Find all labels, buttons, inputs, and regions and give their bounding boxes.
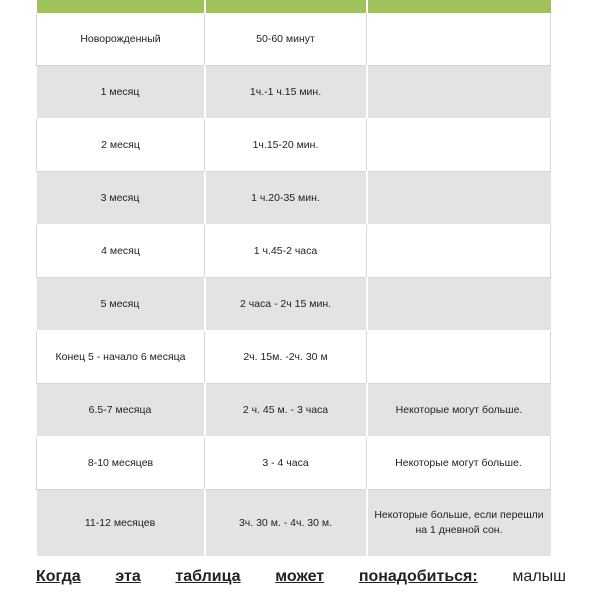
footer-word: Когда	[36, 568, 81, 585]
cell-duration: 1ч.-1 ч.15 мин.	[205, 66, 367, 119]
cell-age: 8-10 месяцев	[37, 437, 205, 490]
sleep-duration-table	[36, 0, 551, 557]
header-cell-age	[37, 0, 205, 13]
cell-duration: 2 ч. 45 м. - 3 часа	[205, 384, 367, 437]
cell-note	[367, 66, 551, 119]
cell-age: 5 месяц	[37, 278, 205, 331]
cell-note	[367, 172, 551, 225]
cell-age: 2 месяц	[37, 119, 205, 172]
footer-tail: малыш	[512, 568, 566, 585]
footer-sentence	[36, 568, 566, 586]
cell-note	[367, 278, 551, 331]
table-row	[37, 225, 551, 278]
cell-duration: 1 ч.20-35 мин.	[205, 172, 367, 225]
cell-note: Некоторые могут больше.	[367, 437, 551, 490]
table-row	[37, 119, 551, 172]
cell-note	[367, 225, 551, 278]
cell-duration: 3 - 4 часа	[205, 437, 367, 490]
footer-word: может	[275, 568, 325, 585]
table-row	[37, 278, 551, 331]
footer-word: таблица	[175, 568, 241, 585]
cell-duration: 1 ч.45-2 часа	[205, 225, 367, 278]
cell-duration: 2 часа - 2ч 15 мин.	[205, 278, 367, 331]
cell-duration: 1ч.15-20 мин.	[205, 119, 367, 172]
cell-note: Некоторые больше, если перешли на 1 дневной сон.	[367, 490, 551, 557]
table-row	[37, 384, 551, 437]
table-row	[37, 13, 551, 66]
footer-word: понадобиться:	[358, 568, 478, 585]
table-row	[37, 331, 551, 384]
cell-age: Конец 5 - начало 6 месяца	[37, 331, 205, 384]
table-row	[37, 437, 551, 490]
header-cell-note	[367, 0, 551, 13]
cell-note: Некоторые могут больше.	[367, 384, 551, 437]
cell-duration: 3ч. 30 м. - 4ч. 30 м.	[205, 490, 367, 557]
header-cell-duration	[205, 0, 367, 13]
table-body	[37, 0, 551, 557]
cell-age: 11-12 месяцев	[37, 490, 205, 557]
cell-note	[367, 331, 551, 384]
cell-duration: 50-60 минут	[205, 13, 367, 66]
table-header-row	[37, 0, 551, 13]
table-row	[37, 172, 551, 225]
cell-age: 3 месяц	[37, 172, 205, 225]
cell-age: 4 месяц	[37, 225, 205, 278]
table-row	[37, 490, 551, 557]
cell-age: Новорожденный	[37, 13, 205, 66]
cell-duration: 2ч. 15м. -2ч. 30 м	[205, 331, 367, 384]
footer-word: эта	[115, 568, 141, 585]
cell-note	[367, 119, 551, 172]
cell-age: 1 месяц	[37, 66, 205, 119]
cell-age: 6.5-7 месяца	[37, 384, 205, 437]
cell-note	[367, 13, 551, 66]
table-row	[37, 66, 551, 119]
